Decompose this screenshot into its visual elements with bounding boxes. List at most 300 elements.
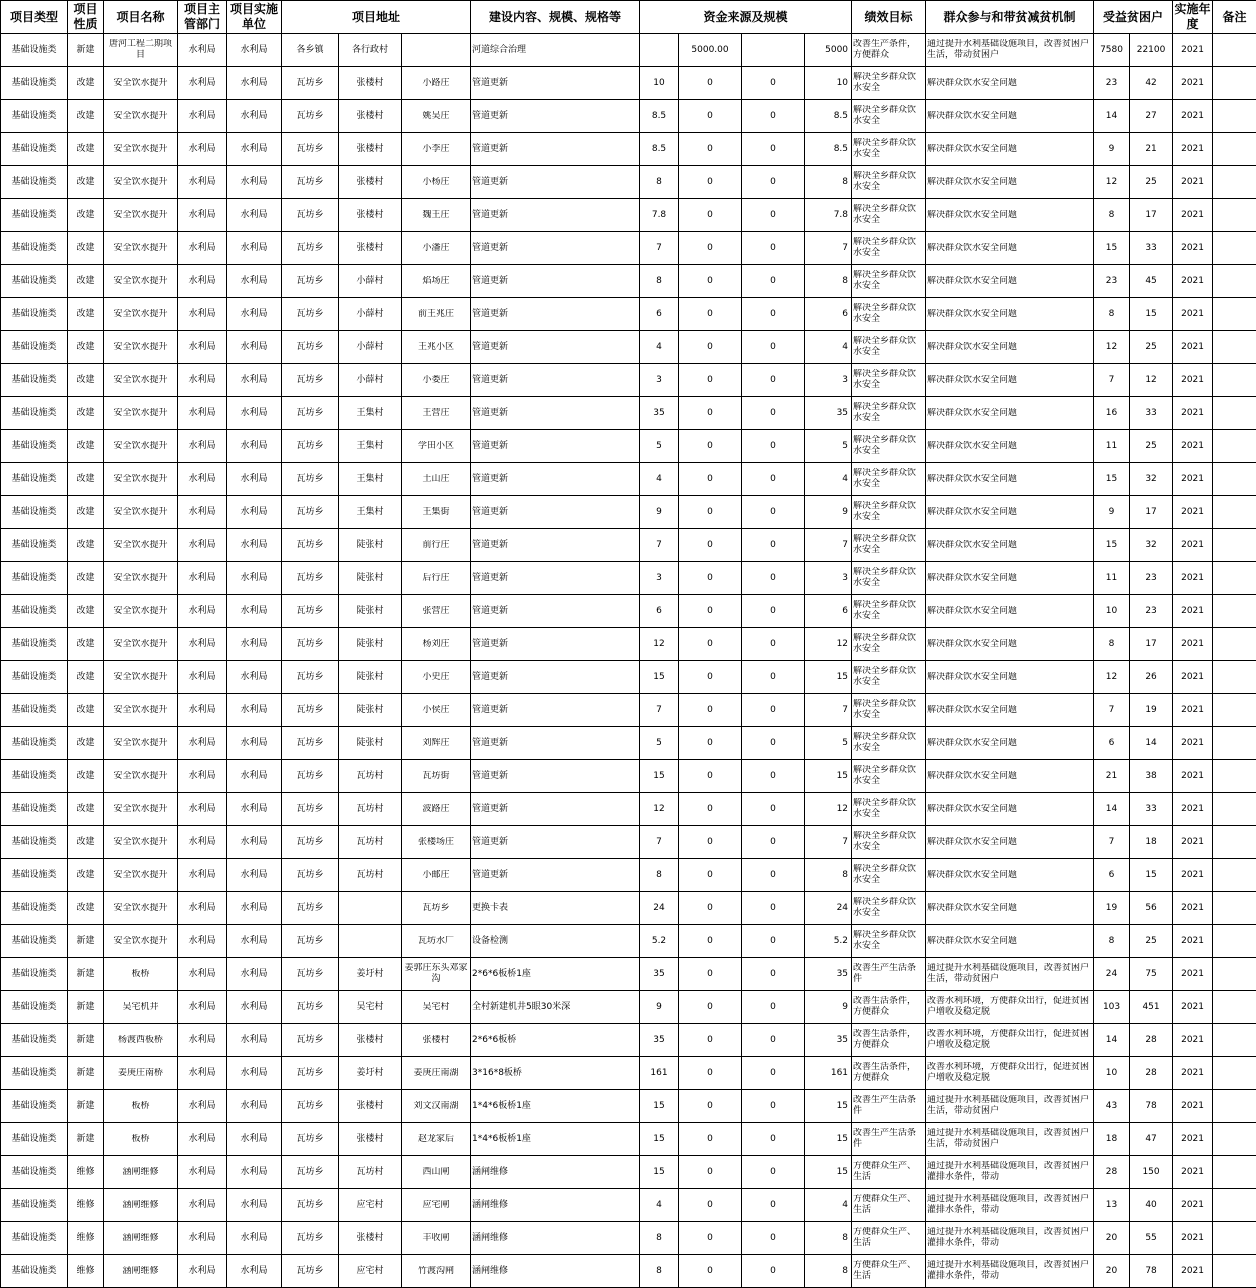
cell-persons: 45 [1130,265,1173,298]
cell-fund-3: 0 [742,727,805,760]
cell-fund-1: 15 [640,1156,679,1189]
cell-town: 瓦坊乡 [282,694,339,727]
cell-year: 2021 [1173,661,1213,694]
cell-place [402,826,471,859]
cell-place [402,793,471,826]
cell-goal [852,991,926,1024]
cell-year: 2021 [1173,331,1213,364]
cell-nature: 改建 [68,694,104,727]
cell-fund-3: 0 [742,595,805,628]
cell-persons: 451 [1130,991,1173,1024]
cell-impl: 水利局 [227,892,282,925]
cell-persons: 32 [1130,463,1173,496]
cell-fund-1: 8 [640,265,679,298]
cell-goal [852,925,926,958]
cell-persons: 17 [1130,496,1173,529]
cell-year: 2021 [1173,1057,1213,1090]
cell-goal-text: 方便群众生产、生活 [853,1227,917,1248]
cell-nature: 维修 [68,1222,104,1255]
table-row [1,298,1256,331]
cell-year: 2021 [1173,1123,1213,1156]
cell-name [104,925,178,958]
cell-type: 基础设施类 [1,100,68,133]
cell-impl: 水利局 [227,1255,282,1288]
cell-fund-3: 0 [742,133,805,166]
cell-content: 管道更新 [471,100,640,133]
cell-name [104,826,178,859]
cell-remark [1213,199,1256,232]
cell-fund-1: 8 [640,1255,679,1288]
cell-mechanism-text: 通过提升水利基础设施项目，改善贫困户灌排水条件，带动 [927,1194,1090,1215]
cell-place-text: 魏王庄 [422,209,450,220]
cell-goal [852,694,926,727]
cell-year: 2021 [1173,463,1213,496]
cell-households: 7 [1094,364,1130,397]
table-row [1,430,1256,463]
cell-remark [1213,793,1256,826]
cell-fund-1: 9 [640,991,679,1024]
table-row [1,100,1256,133]
cell-place-text: 王集街 [422,506,450,517]
cell-fund-total: 9 [805,991,852,1024]
cell-fund-2: 0 [679,727,742,760]
cell-goal-text: 解决全乡群众饮水安全 [853,171,917,192]
cell-dept: 水利局 [178,958,227,991]
cell-year: 2021 [1173,529,1213,562]
cell-goal [852,859,926,892]
cell-nature: 新建 [68,1024,104,1057]
cell-goal [852,1156,926,1189]
cell-fund-3: 0 [742,826,805,859]
cell-nature: 改建 [68,826,104,859]
cell-mechanism [926,661,1094,694]
cell-impl: 水利局 [227,727,282,760]
cell-fund-2: 0 [679,529,742,562]
cell-persons: 32 [1130,529,1173,562]
cell-name [104,100,178,133]
cell-place [402,991,471,1024]
cell-dept: 水利局 [178,133,227,166]
cell-dept: 水利局 [178,463,227,496]
header-address: 项目地址 [282,1,471,34]
cell-type: 基础设施类 [1,826,68,859]
cell-fund-total: 15 [805,1090,852,1123]
cell-fund-2: 0 [679,694,742,727]
table-row [1,760,1256,793]
cell-persons: 33 [1130,397,1173,430]
cell-nature: 新建 [68,1090,104,1123]
cell-nature: 改建 [68,760,104,793]
cell-village: 张楼村 [339,1090,402,1123]
cell-name-text: 安全饮水提升 [113,275,168,286]
cell-place-text: 焰场庄 [422,275,450,286]
table-row [1,133,1256,166]
cell-fund-1: 12 [640,793,679,826]
cell-village: 姜圩村 [339,1057,402,1090]
cell-goal [852,628,926,661]
cell-impl: 水利局 [227,628,282,661]
cell-fund-2: 0 [679,760,742,793]
cell-goal-text: 改善生活条件，方便群众 [853,1062,917,1083]
cell-fund-2: 0 [679,1189,742,1222]
cell-dept: 水利局 [178,595,227,628]
cell-name-text: 安全饮水提升 [113,935,168,946]
cell-name-text: 安全饮水提升 [113,704,168,715]
cell-households: 7 [1094,694,1130,727]
cell-households: 14 [1094,793,1130,826]
cell-goal [852,331,926,364]
cell-impl: 水利局 [227,1189,282,1222]
cell-type: 基础设施类 [1,991,68,1024]
cell-dept: 水利局 [178,694,227,727]
cell-dept: 水利局 [178,331,227,364]
cell-type: 基础设施类 [1,1057,68,1090]
cell-year: 2021 [1173,826,1213,859]
cell-content: 管道更新 [471,166,640,199]
cell-nature: 改建 [68,892,104,925]
cell-goal [852,199,926,232]
cell-town: 瓦坊乡 [282,1255,339,1288]
cell-mechanism [926,760,1094,793]
cell-type: 基础设施类 [1,397,68,430]
header-beneficiary: 受益贫困户 [1094,1,1173,34]
cell-place [402,364,471,397]
cell-goal-text: 解决全乡群众饮水安全 [853,303,917,324]
cell-mechanism-text: 解决群众饮水安全问题 [927,605,1018,616]
cell-households: 16 [1094,397,1130,430]
cell-persons: 40 [1130,1189,1173,1222]
cell-households: 10 [1094,595,1130,628]
cell-town: 瓦坊乡 [282,529,339,562]
cell-place [402,529,471,562]
cell-year: 2021 [1173,694,1213,727]
cell-place-text: 瓦坊街 [422,770,450,781]
cell-name-text: 安全饮水提升 [113,770,168,781]
cell-village: 张楼村 [339,1123,402,1156]
cell-fund-3: 0 [742,166,805,199]
cell-impl: 水利局 [227,859,282,892]
cell-fund-total: 6 [805,298,852,331]
cell-fund-1: 8.5 [640,100,679,133]
cell-mechanism-text: 解决群众饮水安全问题 [927,638,1018,649]
cell-village: 陡张村 [339,595,402,628]
cell-goal [852,793,926,826]
cell-place [402,430,471,463]
cell-name [104,67,178,100]
cell-fund-1: 4 [640,1189,679,1222]
cell-name-text: 姜庚庄南桥 [117,1067,163,1078]
cell-nature: 改建 [68,463,104,496]
cell-fund-2: 0 [679,199,742,232]
cell-village: 张楼村 [339,67,402,100]
cell-name [104,1024,178,1057]
cell-persons: 78 [1130,1255,1173,1288]
cell-town: 瓦坊乡 [282,265,339,298]
cell-name-text: 安全饮水提升 [113,803,168,814]
cell-goal-text: 解决全乡群众饮水安全 [853,567,917,588]
table-row [1,694,1256,727]
cell-place-text: 小潘庄 [422,242,450,253]
cell-fund-3: 0 [742,1090,805,1123]
cell-name-text: 安全饮水提升 [113,77,168,88]
cell-town: 瓦坊乡 [282,199,339,232]
cell-dept: 水利局 [178,760,227,793]
cell-type: 基础设施类 [1,232,68,265]
cell-village: 小薛村 [339,298,402,331]
cell-place [402,562,471,595]
cell-fund-total: 5 [805,430,852,463]
cell-remark [1213,760,1256,793]
cell-mechanism-text: 通过提升水利基础设施项目，改善贫困户生活，带动贫困户 [927,1095,1090,1116]
cell-dept: 水利局 [178,166,227,199]
cell-name [104,430,178,463]
cell-year: 2021 [1173,298,1213,331]
cell-persons: 25 [1130,925,1173,958]
cell-year: 2021 [1173,1189,1213,1222]
cell-year: 2021 [1173,67,1213,100]
cell-mechanism [926,232,1094,265]
cell-households: 10 [1094,1057,1130,1090]
cell-goal-text: 解决全乡群众饮水安全 [853,435,917,456]
cell-fund-total: 8 [805,265,852,298]
cell-mechanism [926,793,1094,826]
cell-fund-2: 0 [679,1024,742,1057]
cell-mechanism [926,529,1094,562]
cell-households: 15 [1094,232,1130,265]
cell-fund-total: 35 [805,1024,852,1057]
cell-name [104,859,178,892]
cell-persons: 12 [1130,364,1173,397]
table-row [1,661,1256,694]
cell-remark [1213,958,1256,991]
cell-households: 9 [1094,133,1130,166]
cell-place-text: 姜庚庄南湖 [413,1067,459,1078]
cell-type: 基础设施类 [1,331,68,364]
cell-remark [1213,628,1256,661]
cell-fund-1: 35 [640,1024,679,1057]
cell-fund-3: 0 [742,463,805,496]
cell-village: 小薛村 [339,265,402,298]
cell-goal-text: 解决全乡群众饮水安全 [853,666,917,687]
table-row [1,628,1256,661]
cell-town: 瓦坊乡 [282,661,339,694]
cell-remark [1213,892,1256,925]
cell-village: 瓦坊村 [339,826,402,859]
cell-name-text: 安全饮水提升 [113,242,168,253]
cell-goal [852,67,926,100]
cell-name [104,34,178,67]
cell-impl: 水利局 [227,166,282,199]
cell-fund-1: 5.2 [640,925,679,958]
cell-remark [1213,991,1256,1024]
cell-place [402,232,471,265]
cell-goal [852,595,926,628]
cell-dept: 水利局 [178,529,227,562]
cell-goal [852,364,926,397]
cell-name [104,1057,178,1090]
cell-mechanism-text: 解决群众饮水安全问题 [927,209,1018,220]
cell-year: 2021 [1173,232,1213,265]
cell-nature: 改建 [68,793,104,826]
cell-impl: 水利局 [227,1123,282,1156]
cell-dept: 水利局 [178,1156,227,1189]
cell-goal-text: 解决全乡群众饮水安全 [853,237,917,258]
cell-fund-3: 0 [742,529,805,562]
cell-impl: 水利局 [227,34,282,67]
table-row [1,331,1256,364]
cell-place-text: 学田小区 [418,440,455,451]
cell-name-text: 安全饮水提升 [113,605,168,616]
cell-village: 张楼村 [339,133,402,166]
cell-fund-2: 0 [679,826,742,859]
cell-households: 23 [1094,265,1130,298]
cell-goal [852,1057,926,1090]
cell-mechanism [926,958,1094,991]
cell-nature: 改建 [68,397,104,430]
cell-name-text: 板桥 [131,1133,150,1144]
cell-type: 基础设施类 [1,1255,68,1288]
cell-village: 瓦坊村 [339,1156,402,1189]
cell-town: 瓦坊乡 [282,826,339,859]
cell-fund-2: 0 [679,1090,742,1123]
table-row [1,826,1256,859]
cell-remark [1213,1123,1256,1156]
cell-remark [1213,595,1256,628]
cell-type: 基础设施类 [1,1123,68,1156]
cell-persons: 25 [1130,166,1173,199]
cell-persons: 56 [1130,892,1173,925]
cell-name [104,463,178,496]
table-row [1,1255,1256,1288]
cell-fund-2: 0 [679,166,742,199]
cell-year: 2021 [1173,34,1213,67]
cell-dept: 水利局 [178,265,227,298]
cell-goal-text: 解决全乡群众饮水安全 [853,699,917,720]
cell-remark [1213,562,1256,595]
cell-village: 王集村 [339,463,402,496]
cell-nature: 改建 [68,298,104,331]
cell-type: 基础设施类 [1,925,68,958]
cell-name [104,166,178,199]
cell-year: 2021 [1173,925,1213,958]
header-mechanism: 群众参与和带贫减贫机制 [926,1,1094,34]
cell-mechanism-text: 解决群众饮水安全问题 [927,275,1018,286]
cell-persons: 38 [1130,760,1173,793]
cell-mechanism [926,298,1094,331]
cell-town: 瓦坊乡 [282,1189,339,1222]
table-row [1,1222,1256,1255]
cell-name [104,727,178,760]
cell-fund-3: 0 [742,958,805,991]
cell-goal [852,529,926,562]
cell-place-text: 小路庄 [422,77,450,88]
cell-content: 管道更新 [471,496,640,529]
cell-name [104,1123,178,1156]
cell-place [402,595,471,628]
cell-name [104,529,178,562]
cell-fund-2: 0 [679,232,742,265]
cell-place [402,628,471,661]
cell-mechanism-text: 解决群众饮水安全问题 [927,374,1018,385]
cell-nature: 改建 [68,133,104,166]
cell-type: 基础设施类 [1,199,68,232]
cell-remark [1213,1255,1256,1288]
cell-mechanism-text: 解决群众饮水安全问题 [927,770,1018,781]
table-row [1,67,1256,100]
cell-year: 2021 [1173,166,1213,199]
cell-mechanism [926,1024,1094,1057]
cell-village: 应宅村 [339,1189,402,1222]
cell-nature: 新建 [68,1057,104,1090]
cell-impl: 水利局 [227,232,282,265]
cell-place-text: 小李庄 [422,143,450,154]
cell-year: 2021 [1173,760,1213,793]
cell-fund-2: 0 [679,100,742,133]
cell-content: 2*6*6板桥1座 [471,958,640,991]
cell-persons: 33 [1130,793,1173,826]
cell-place [402,1123,471,1156]
cell-name [104,496,178,529]
cell-type: 基础设施类 [1,595,68,628]
cell-content: 1*4*6板桥1座 [471,1090,640,1123]
cell-mechanism-text: 解决群众饮水安全问题 [927,143,1018,154]
cell-fund-total: 15 [805,760,852,793]
cell-village: 陡张村 [339,529,402,562]
cell-fund-1: 24 [640,892,679,925]
cell-fund-1: 7 [640,529,679,562]
cell-name-text: 安全饮水提升 [113,737,168,748]
cell-goal-text: 解决全乡群众饮水安全 [853,369,917,390]
cell-year: 2021 [1173,265,1213,298]
cell-town: 瓦坊乡 [282,331,339,364]
cell-mechanism [926,595,1094,628]
cell-fund-3: 0 [742,628,805,661]
cell-fund-1: 3 [640,562,679,595]
cell-type: 基础设施类 [1,727,68,760]
cell-impl: 水利局 [227,133,282,166]
cell-remark [1213,1057,1256,1090]
cell-households: 103 [1094,991,1130,1024]
cell-place-text: 丰收闸 [422,1232,450,1243]
cell-place-text: 王兆小区 [418,341,455,352]
cell-nature: 改建 [68,859,104,892]
cell-town: 瓦坊乡 [282,1024,339,1057]
cell-goal-text: 改善生产条件，方便群众 [853,39,917,60]
cell-fund-total: 24 [805,892,852,925]
cell-fund-1: 4 [640,463,679,496]
cell-town: 瓦坊乡 [282,793,339,826]
cell-content: 管道更新 [471,331,640,364]
cell-mechanism [926,34,1094,67]
cell-fund-total: 8.5 [805,100,852,133]
cell-mechanism [926,265,1094,298]
cell-place [402,34,471,67]
cell-fund-total: 6 [805,595,852,628]
cell-remark [1213,331,1256,364]
cell-village: 瓦坊村 [339,760,402,793]
cell-name-text: 安全饮水提升 [113,209,168,220]
cell-name-text: 安全饮水提升 [113,374,168,385]
cell-fund-1: 10 [640,67,679,100]
cell-type: 基础设施类 [1,628,68,661]
cell-place-text: 瓦坊水厂 [418,935,455,946]
cell-village: 小薛村 [339,364,402,397]
cell-dept: 水利局 [178,1057,227,1090]
cell-fund-1: 6 [640,298,679,331]
cell-mechanism-text: 解决群众饮水安全问题 [927,242,1018,253]
cell-fund-3: 0 [742,298,805,331]
cell-fund-1: 4 [640,331,679,364]
